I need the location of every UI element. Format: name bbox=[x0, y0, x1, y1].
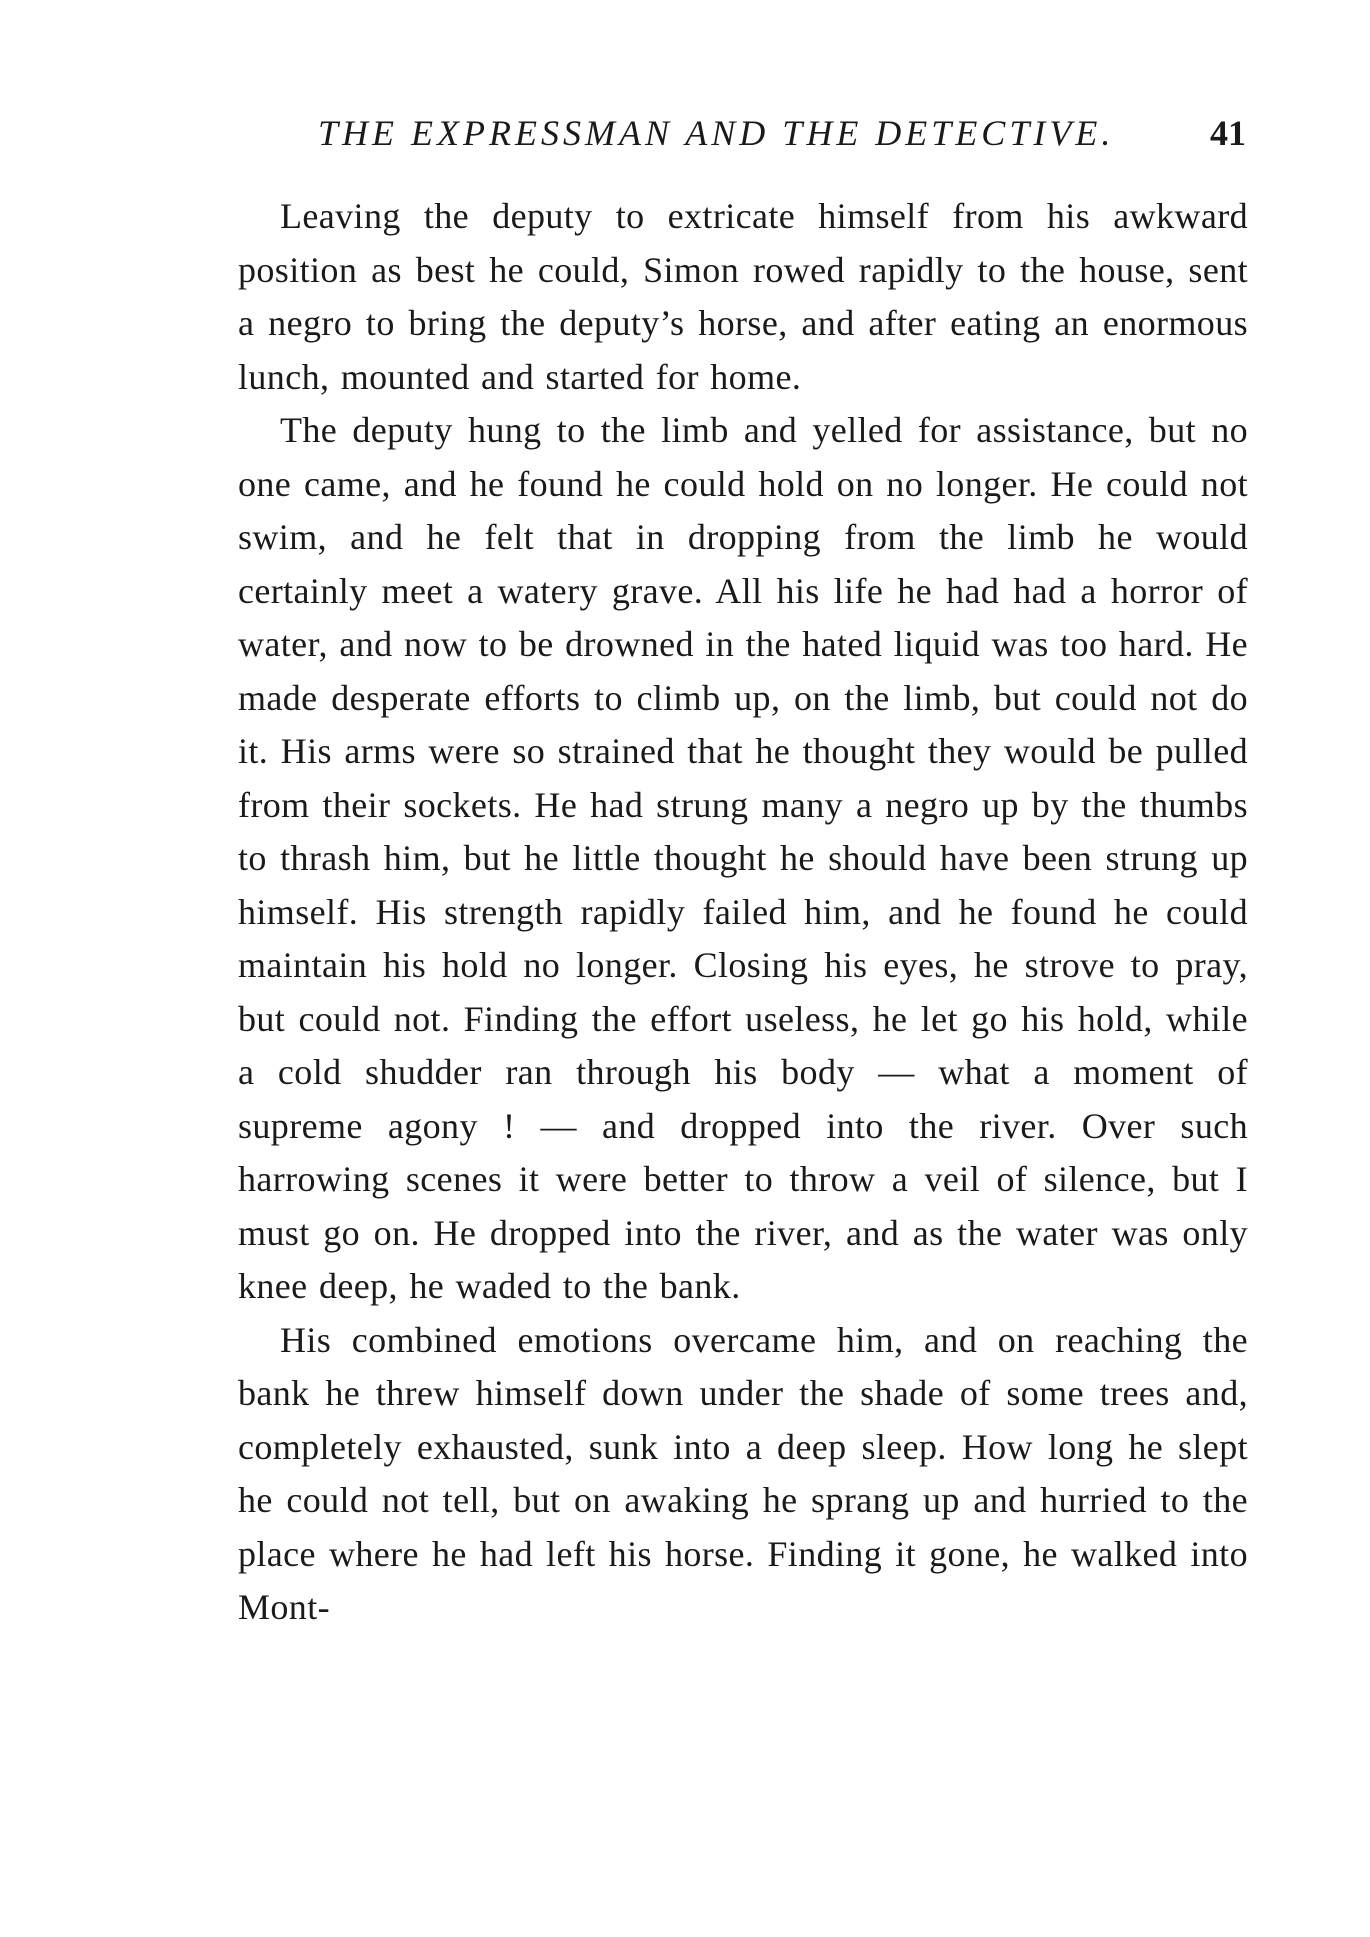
running-title: THE EXPRESSMAN AND THE DETECTIVE. bbox=[318, 113, 1115, 153]
page-number: 41 bbox=[1210, 113, 1246, 153]
paragraph-1: Leaving the deputy to extricate himself from his awkward position as best he could, Simon rowed rapidly to the house, sent a negro to bring the deputy’s horse, and after eating an enormous lunch, mounted and started for home. bbox=[238, 196, 1248, 397]
paragraph-2: The deputy hung to the limb and yelled for assistance, but no one came, and he found he could hold on no longer. He could not swim, and he felt that in dropping from the limb he would certainly meet a watery grave. All his life he had had a horror of water, and now to be drowned in the hated liquid was too hard. He made desperate efforts to climb up, on the limb, but could not do it. His arms were so strained that he thought they would be pulled from their sockets. He had strung many a negro up by the thumbs to thrash him, but he little thought he should have been strung up himself. His strength rapidly failed him, and he found he could maintain his hold no longer. Closing his eyes, he strove to pray, but could not. Finding the effort useless, he let go his hold, while a cold shudder ran through his body — what a moment of supreme agony ! — and dropped into the river. Over such harrowing scenes it were better to throw a veil of silence, but I must go on. He dropped into the river, and as the water was only knee deep, he waded to the bank. bbox=[238, 410, 1248, 1306]
body-text bbox=[238, 190, 1248, 1635]
paragraph-3: His combined emotions overcame him, and on reaching the bank he threw himself down under the shade of some trees and, completely exhausted, sunk into a deep sleep. How long he slept he could not tell, but on awaking he sprang up and hurried to the place where he had left his horse. Finding it gone, he walked into Mont- bbox=[238, 1319, 1248, 1627]
